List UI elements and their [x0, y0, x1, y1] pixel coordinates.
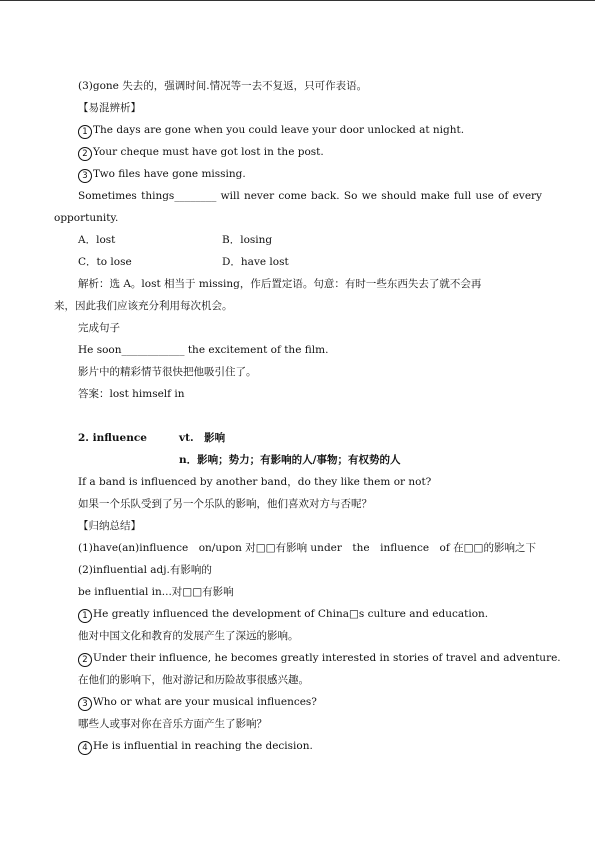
adjective-line: (2)influential adj.有影响的: [78, 564, 212, 576]
example-text: Under their influence, he becomes greatly interested in stories of travel and adventure.: [93, 652, 561, 664]
section-heading-confusables: 【易混辨析】: [78, 102, 141, 114]
example-sentence: If a band is influenced by another band，do they like them or not?: [78, 476, 432, 488]
answer-line: 答案：lost himself in: [78, 388, 185, 400]
sentence-blank: He soon____________ the excitement of the film.: [78, 344, 329, 356]
question-stem: Sometimes things________ will never come back. So we should make full use of every: [78, 190, 542, 202]
example-text: Who or what are your musical influences?: [93, 696, 317, 708]
marker: 4: [78, 741, 92, 755]
marker: 1: [78, 125, 92, 139]
example-text: The days are gone when you could leave your door unlocked at night.: [93, 124, 465, 136]
example-line: [78, 123, 464, 139]
analysis-line-cont: 来，因此我们应该充分利用每次机会。: [54, 300, 233, 312]
option-a: A．lost: [78, 234, 116, 246]
example-text: Two files have gone missing.: [93, 168, 246, 180]
example-translation: 他对中国文化和教育的发展产生了深远的影响。: [78, 630, 299, 642]
gone-note: (3)gone 失去的，强调时间.情况等一去不复返，只可作表语。: [78, 80, 368, 92]
phrase-line: be influential in...对□□有影响: [78, 586, 234, 598]
example-translation: 如果一个乐队受到了另一个乐队的影响，他们喜欢对方与否呢？: [78, 498, 372, 510]
example-text: He is influential in reaching the decision.: [93, 740, 313, 752]
option-b: B．losing: [222, 234, 273, 246]
complete-sentence-heading: 完成句子: [78, 322, 120, 334]
example-line: [78, 695, 317, 711]
word-noun-meaning: n．影响；势力；有影响的人/事物；有权势的人: [179, 454, 401, 466]
example-line: [78, 739, 313, 755]
example-line: [78, 607, 488, 623]
marker: 2: [78, 147, 92, 161]
example-translation: 哪些人或事对你在音乐方面产生了影响？: [78, 718, 267, 730]
top-rule: [0, 0, 595, 1]
word-heading: 2. influence: [78, 432, 147, 444]
example-translation: 在他们的影响下，他对游记和历险故事很感兴趣。: [78, 674, 309, 686]
option-d: D．have lost: [222, 256, 289, 268]
example-text: He greatly influenced the development of China□s culture and education.: [93, 608, 489, 620]
example-line: [78, 651, 561, 667]
section-heading-summary: 【归纳总结】: [78, 520, 141, 532]
question-stem-cont: opportunity.: [54, 212, 119, 224]
marker: 2: [78, 653, 92, 667]
example-text: Your cheque must have got lost in the post.: [93, 146, 324, 158]
example-line: [78, 145, 324, 161]
example-line: [78, 167, 246, 183]
phrase-line: (1)have(an)influence on/upon 对□□有影响 under the influence of 在□□的影响之下: [78, 542, 536, 554]
word-verb-meaning: vt. 影响: [179, 432, 226, 444]
analysis-line: 解析：选 A。lost 相当于 missing，作后置定语。句意：有时一些东西失去了就不会再: [78, 278, 482, 290]
marker: 3: [78, 697, 92, 711]
marker: 3: [78, 169, 92, 183]
option-c: C．to lose: [78, 256, 132, 268]
sentence-translation: 影片中的精彩情节很快把他吸引住了。: [78, 366, 257, 378]
marker: 1: [78, 609, 92, 623]
